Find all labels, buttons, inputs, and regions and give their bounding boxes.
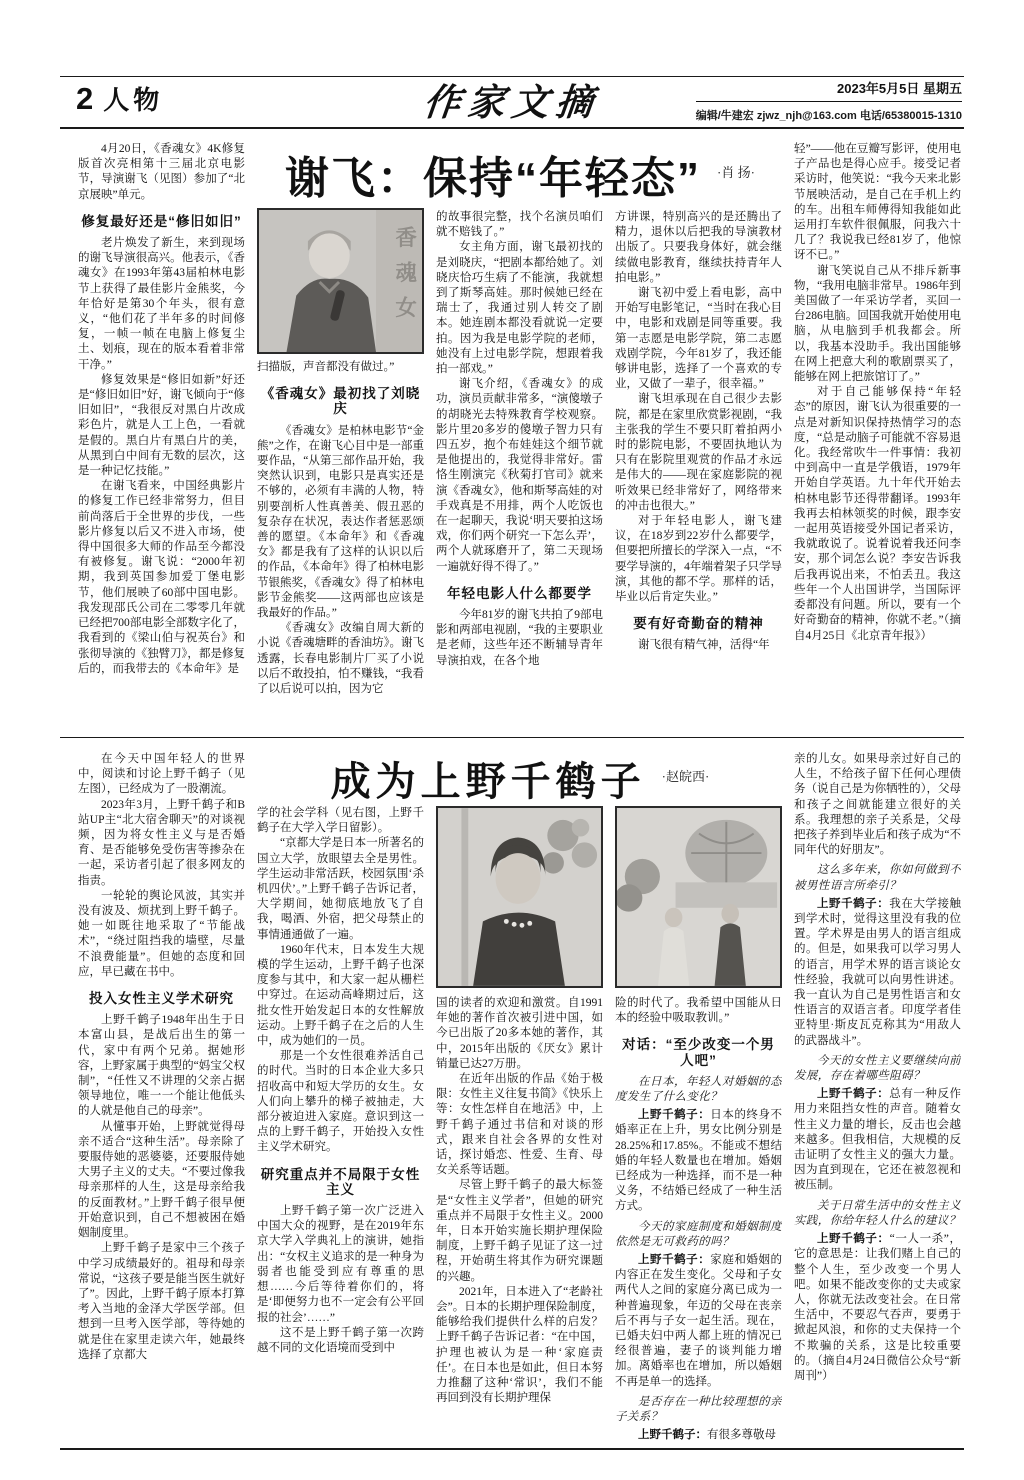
paragraph: 谢飞坦承现在自己很少去影院，都是在家里欣赏影视剧，“我主张我的学生不要只盯着拍两小时的影院电影，不要固执地认为只有在影院里观赏的作品才永远是伟大的——现在家庭影院的视听效果已经非常好了，网络带来的冲击也很大。” [615, 393, 782, 512]
subheading: 要有好奇勤奋的精神 [633, 616, 764, 632]
svg-text:香: 香 [395, 226, 417, 251]
interview-answer: 上野千鹤子：总有一种反作用力来阻挡女性的声音。随着女性主义力量的增长，反击也会越来越多。但我相信，大规模的反击证明了女性主义的强大力量。因为直到现在，它还在被忽视和被压制。 [794, 1088, 961, 1192]
article2-column-2 [257, 806, 424, 1444]
subheading: 研究重点并不局限于女性主义 [260, 1166, 421, 1197]
paragraph: 险的时代了。我希望中国能从日本的经验中吸取教训。” [615, 997, 782, 1025]
interview-question: 关于日常生活中的女性主义实践，你给年轻人什么的建议？ [794, 1199, 961, 1227]
paragraph: 上野千鹤子是家中三个孩子中学习成绩最好的。祖母和母亲常说，“这孩子要是能当医生就好了”。因此，上野千鹤子原本打算考入当地的金泽大学医学部。但想到一旦考入医学部，等待她的就是住在家里走读六年，她最终选择了京都大 [78, 1242, 245, 1361]
masthead-logo: 作家文摘 [421, 80, 602, 124]
article-divider-rule [60, 737, 964, 738]
paragraph: 这不是上野千鹤子第一次跨越不同的文化语境而受到中 [257, 1326, 424, 1354]
paragraph: 学的社会学科（见右图，上野千鹤子在大学入学日留影）。 [257, 807, 424, 835]
article1-title-block [250, 142, 790, 204]
paragraph: 老片焕发了新生，来到现场的谢飞导演很高兴。他表示，《香魂女》在1993年第43届柏林电影节上获得了最佳影片金熊奖，今年恰好是第30个年头，很有意义，“他们花了半年多的时间修复，一帧一帧在电脑上修复尘土、划痕，现在的版本看着非常干净。” [78, 237, 245, 371]
header-info [696, 78, 962, 123]
subheading: 年轻电影人什么都要学 [447, 585, 592, 601]
paragraph: 对于自己能够保持“年轻态”的原因，谢飞认为很重要的一点是对新知识保持热情学习的态度，“总是动脑子可能就不容易退化。我经常吹牛一件事情：我初中到高中一直是学俄语，1979年开始自学英语。九十年代开始去柏林电影节还得带翻译。1993年我再去柏林领奖的时候，跟李安一起用英语接受外国记者采访，我就敢说了。说着说着我还问李安，那个词怎么说？李安告诉我后我再说出来，不怕丢丑。我这些年一个人出国讲学，当国际评委都没有问题。所以，要有一个好奇勤奋的精神，你就不老。”（摘自4月25日《北京青年报》） [794, 386, 961, 642]
paragraph: 在谢飞看来，中国经典影片的修复工作已经非常努力，但目前尚落后于全世界的步伐，一些影片修复以后又不进入市场，使得中国很多大师的作品至今都没有被修复。谢飞说：“2000年初期，我到英国参加爱丁堡电影节，他们展映了60部中国电影。我发现邵氏公司在二零零几年就已经把700部电影全部数字化了，我看到的《梁山伯与祝英台》和张彻导演的《独臂刀》，都是修复后的，而我带去的《本命年》是 [78, 480, 245, 675]
article1-column-1 [78, 142, 245, 731]
photo-ueno-entrance-day [615, 806, 782, 988]
photo-xie-fei [257, 208, 424, 354]
subheading: 《香魂女》最初找了刘晓庆 [260, 386, 421, 417]
paragraph: “京都大学是日本一所著名的国立大学，放眼望去全是男性。学生运动非常活跃，校园氛围‘杀机四伏’。”上野千鹤子告诉记者，大学期间，她彻底地放飞了自我，喝酒、外宿，把父母禁止的事情通通做了一遍。 [257, 837, 424, 941]
paragraph: 2023年3月，上野千鹤子和B站UP主“北大宿舍聊天”的对谈视频，因为将女性主义与是否婚育、是否能够免受伤害等掺杂在一起，采访者引起了很多网友的指责。 [78, 798, 245, 887]
interview-question: 是否存在一种比较理想的亲子关系？ [615, 1395, 782, 1424]
article2-column-4 [615, 996, 782, 1444]
photo-ueno-portrait [436, 806, 603, 988]
subheading: 对话：“至少改变一个男人吧” [622, 1037, 775, 1068]
article1-title: 谢飞：保持“年轻态” [285, 154, 702, 203]
section-name: 人物 [103, 85, 164, 115]
paragraph: 2021年，日本进入了“老龄社会”。日本的长期护理保险制度，能够给我们提供什么样的启发？上野千鹤子告诉记者：“在中国，护理也被认为是一种‘家庭责任’。在日本也是如此，但日本努力推翻了这种‘常识’，我们不能再回到没有长期护理保 [436, 1285, 603, 1405]
paragraph: 今年81岁的谢飞共拍了9部电影和两部电视剧，“我的主要职业是老师，这些年还不断辅导青年导演拍戏，在各个地 [436, 609, 603, 667]
interview-answer: 上野千鹤子：我在大学接触到学术时，觉得这里没有我的位置。学术界是由男人的语言组成的。但是，如果我可以学习男人的语言，用学术界的语言谈论女性经验，我就可以向男性讲述。我一直认为自己是男性语言和女性语言的双语言者。印度学者佳亚特里·斯皮瓦克称其为“用敌人的武器战斗”。 [794, 897, 961, 1047]
svg-text:魂: 魂 [395, 261, 417, 286]
section-label [76, 80, 163, 117]
paragraph: 女主角方面，谢飞最初找的是刘晓庆，“把剧本都给她了。刘晓庆恰巧生病了不能演，我就想到了斯琴高娃。那时候她已经在瑞士了，我通过别人转交了剧本。她连剧本都没看就说一定要拍。因为我是电影学院的老师，她没有上过电影学院，想跟着我拍一部戏。” [436, 241, 603, 376]
paragraph: 轻”——他在豆瓣写影评，使用电子产品也是得心应手。接受记者采访时，他笑说：“我今天来北影节展映活动，是自己在手机上约的车。出租车师傅得知我能如此运用打车软件很佩服，问我六十几了？我说我已经81岁了，他惊讶不已。” [794, 143, 961, 262]
article2-column-1 [78, 752, 245, 1444]
paragraph: 谢飞很有精气神，活得“年 [638, 639, 770, 652]
paragraph: 在今天中国年轻人的世界中，阅读和讨论上野千鹤子（见左图），已经成为了一股潮流。 [78, 753, 245, 796]
paragraph: 在近年出版的作品《始于极限：女性主义往复书简》《快乐上等：女性怎样自在地活》中，上野千鹤子通过书信和对谈的形式，跟来自社会各界的女性对话，探讨婚恋、性爱、生育、母女关系等话题。 [436, 1073, 603, 1177]
paragraph: 上野千鹤子第一次广泛进入中国大众的视野，是在2019年东京大学入学典礼上的演讲，她指出：“女权主义追求的是一种身为弱者也能受到应有尊重的思想……今后等待着你们的，将是‘即便努力也不一定会有公平回报的社会’……” [257, 1205, 424, 1324]
footer-rule [60, 1448, 964, 1450]
photo-ueno-entrance-illustration [617, 808, 780, 986]
article2-byline: ·赵皖西· [661, 769, 710, 784]
photo-xie-fei-illustration [259, 210, 422, 352]
paragraph: 从懂事开始，上野就觉得母亲不适合“这种生活”。母亲除了要服侍她的恶婆婆，还要服侍她大男子主义的丈夫。“不要过像我母亲那样的人生，这是母亲给我的反面教材。”上野千鹤子很早便开始意识到，自己不想被困在婚姻制度里。 [78, 1120, 245, 1240]
page-number: 2 [76, 81, 94, 116]
header-bottom-rule [60, 127, 964, 129]
paragraph: 方讲课，特别高兴的是还腾出了精力，退休以后把我的导演教材出版了。只要我身体好，就会继续做电影教育，继续扶持青年人拍电影。” [615, 211, 782, 284]
interview-question: 在日本，年轻人对婚姻的态度发生了什么变化？ [615, 1075, 782, 1104]
article1-column-3 [436, 210, 603, 731]
article1-column-2 [257, 360, 424, 731]
article1-byline: ·肖 扬· [717, 165, 755, 180]
paragraph: 上野千鹤子1948年出生于日本富山县，是战后出生的第一代，家中有两个兄弟。据她形容，上野家属于典型的“妈宝父权制”，“任性又不讲理的父亲占据领导地位，唯一一个能让他低头的人就是他自己的母亲”。 [78, 1014, 245, 1118]
paragraph: 1960年代末，日本发生大规模的学生运动，上野千鹤子也深度参与其中，和大家一起从栅栏中穿过。在运动高峰期过后，这批女性开始发起日本的女性解放运动。上野千鹤子在之后的人生中，成为她们的一员。 [257, 943, 424, 1048]
article2-title: 成为上野千鹤子 [330, 760, 646, 804]
subheading: 修复最好还是“修旧如旧” [81, 213, 242, 229]
svg-text:女: 女 [395, 296, 417, 321]
paragraph: 的故事很完整，找个名演员咱们就不赔钱了。” [436, 211, 603, 239]
paragraph: 亲的儿女。如果母亲过好自己的人生，不给孩子留下任何心理债务（说自己是为你牺牲的），父母和孩子之间就能建立很好的关系。我理想的亲子关系是，父母把孩子养到毕业后和孩子成为“不同年代的好朋友”。 [794, 753, 961, 857]
editor-contact: 编辑/牛建宏 zjwz_njh@163.com 电话/65380015-1310 [695, 110, 962, 122]
paragraph: 国的读者的欢迎和激赏。自1991年她的著作首次被引进中国，如今已出版了20多本她的著作，其中，2015年出版的《厌女》累计销量已达27万册。 [436, 997, 603, 1070]
paragraph: 谢飞介绍，《香魂女》的成功，演员贡献非常多，“演傻墩子的胡晓光去特殊教育学校观察。影片里20多岁的傻墩子智力只有四五岁，抱个布娃娃这个细节就是他提出的，我觉得非常好。雷恪生刚演完《秋菊打官司》就来演《香魂女》，他和斯琴高娃的对手戏真是不用排，两个人吃饭也在一起聊天，我说‘明天要拍这场戏，你们两个研究一下怎么弄’，两个人就琢磨开了，第二天现场一遍就好得不得了。” [436, 378, 603, 573]
article2-column-5 [794, 752, 961, 1444]
paragraph: 对于年轻电影人，谢飞建议，在18岁到22岁什么都要学，但要把所擅长的学深入一点，“不要学导演的，4年端着架子只学导演，其他的都不学。那样的话，毕业以后肯定失业。” [615, 515, 782, 604]
article1-column-5 [794, 142, 961, 731]
paragraph: 《香魂女》是柏林电影节“金熊”之作，在谢飞心目中是一部重要作品，“从第三部作品开始，我突然认识到，电影只是真实还是不够的，必须有丰满的人物，特别要剖析人性真善美、假丑恶的复杂存在状况，表达作者惩恶颂善的愿望。《本命年》和《香魂女》都是我有了这样的认识以后的作品，《本命年》得了柏林电影节银熊奖，《香魂女》得了柏林电影节金熊奖——这两部也应该是我最好的作品。” [257, 424, 424, 620]
paragraph: 谢飞初中爱上看电影，高中开始写电影笔记，“当时在我心目中，电影和戏剧是同等重要。我第一志愿是电影学院，第二志愿戏剧学院，今年81岁了，我还能够讲电影，选择了一个喜欢的专业，又做了一辈子，很幸福。” [615, 287, 782, 391]
interview-question: 今天的女性主义要继续向前发展，存在着哪些阻碍？ [794, 1054, 961, 1083]
subheading: 投入女性主义学术研究 [89, 991, 234, 1007]
interview-answer: 上野千鹤子：有很多尊敬母 [638, 1429, 776, 1442]
article1-column-4 [615, 210, 782, 731]
date-label: 2023年5月5日 星期五 [696, 78, 962, 102]
paragraph: 修复效果是“修旧如新”好还是“修旧如旧”好，谢飞倾向于“修旧如旧”，“我很反对黑白片改成彩色片，就是人工上色，一看就是假的。黑白片有黑白片的美，从黑到白中间有无数的层次，这是一种记忆技能。” [78, 373, 245, 478]
interview-answer: 上野千鹤子：“一人一杀”，它的意思是：让我们赌上自己的整个人生，至少改变一个男人吧。如果不能改变你的丈夫或家人，你就无法改变社会。在日常生活中，不要忍气吞声，要勇于掀起风浪，和你的丈夫保持一个不欺骗的关系，这是比较重要的。（摘自4月24日微信公众号“新周刊”） [794, 1233, 961, 1382]
photo-ueno-portrait-illustration [438, 808, 601, 986]
interview-question: 这么多年来，你如何做到不被男性语言所牵引？ [794, 864, 961, 892]
paragraph: 扫描版，声音都没有做过。” [257, 361, 395, 373]
article2-column-3 [436, 996, 603, 1444]
interview-answer: 上野千鹤子：家庭和婚姻的内容正在发生变化。父母和子女两代人之间的家庭分离已成为一种普遍现象，年迈的父母在丧亲后不再与子女一起生活。现在，已婚夫妇中两人都上班的情况已经很普遍，妻子的谈判能力增加。离婚率也在增加，所以婚姻不再是单一的选择。 [615, 1254, 782, 1388]
paragraph: 一轮轮的舆论风波，其实并没有波及、烦扰到上野千鹤子。她一如既往地采取了“节能战术”，“绕过阻挡我的墙壁，尽量不浪费能量”。但她的态度和回应，早已藏在书中。 [78, 889, 245, 978]
interview-question: 今天的家庭制度和婚姻制度依然是无可救药的吗？ [615, 1220, 782, 1248]
paragraph: 4月20日，《香魂女》4K修复版首次亮相第十三届北京电影节，导演谢飞（见图）参加了“北京展映”单元。 [78, 143, 245, 201]
paragraph: 谢飞笑说自己从不排斥新事物，“我用电脑非常早。1986年到美国做了一年采访学者，买回一台286电脑。回国我就开始使用电脑，从电脑到手机我都会。所以，我基本没助手。我出国能够在网上把意大利的歌剧票买了，能够在网上把旅馆订了。” [794, 264, 961, 384]
paragraph: 那是一个女性很难养活自己的时代。当时的日本企业大多只招收高中和短大学历的女生。女人们向上攀升的梯子被抽走，大部分被迫进入家庭。意识到这一点的上野千鹤子，开始投入女性主义学术研究。 [257, 1050, 424, 1154]
interview-answer: 上野千鹤子：日本的终身不婚率正在上升，男女比例分别是28.25%和17.85%。不能或不想结婚的年轻人数量也在增加。婚姻已经成为一种选择，而不是一种义务，不结婚已经成了一种生活方式。 [615, 1109, 782, 1213]
paragraph: 尽管上野千鹤子的最大标签是“女性主义学者”，但她的研究重点并不局限于女性主义。2000年，日本开始实施长期护理保险制度，上野千鹤子见证了这一过程，开始萌生将其作为研究课题的兴趣。 [436, 1179, 603, 1283]
article2-title-block [250, 750, 790, 804]
paragraph: 《香魂女》改编自周大新的小说《香魂塘畔的香油坊》。谢飞透露，长春电影制片厂买了小说以后不敢投拍，怕不赚钱，“我看了以后说可以拍，因为它 [257, 622, 424, 696]
